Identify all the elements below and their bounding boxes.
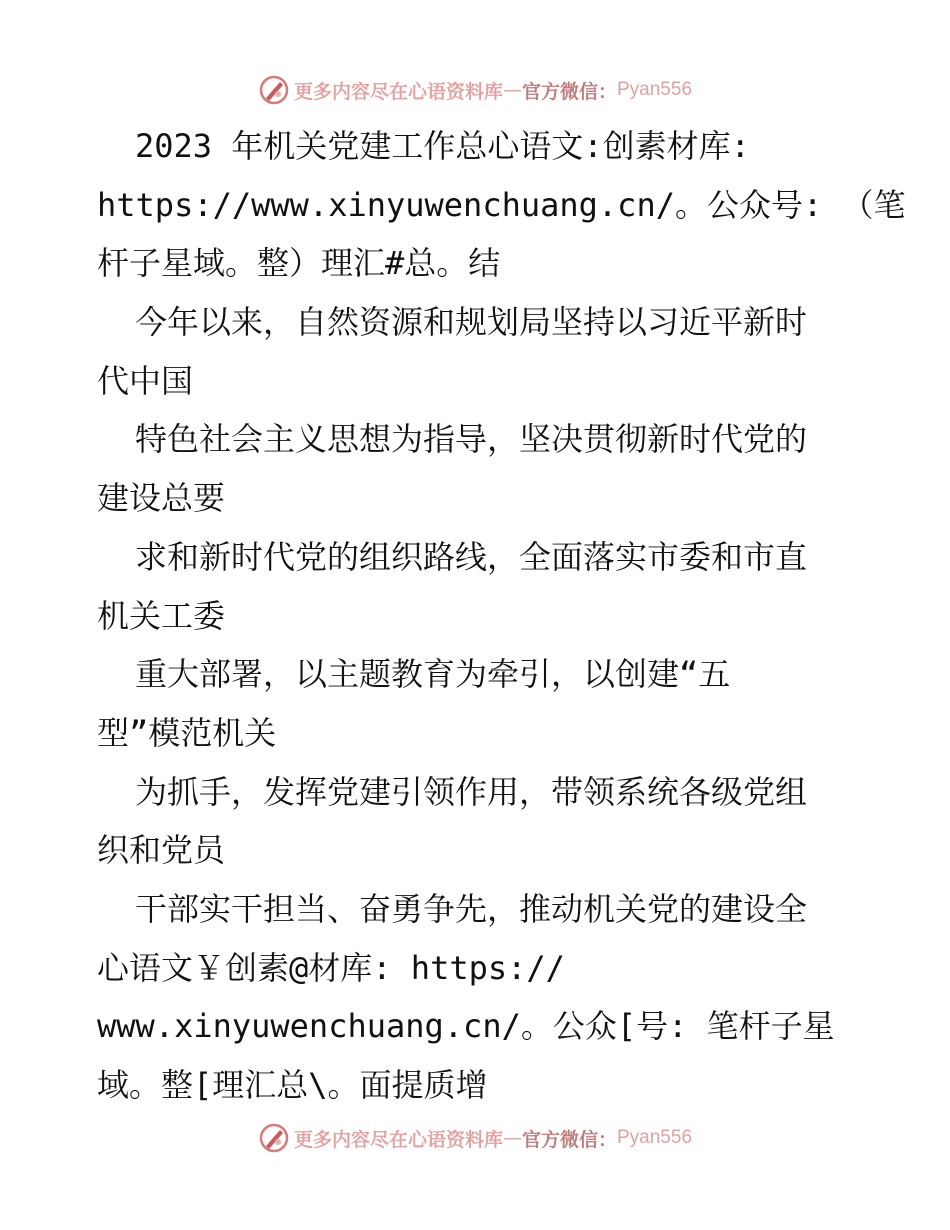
text-line: 特色社会主义思想为指导，坚决贯彻新时代党的 <box>135 420 808 459</box>
banner-label: 官方微信： <box>521 1128 617 1151</box>
text-line: 求和新时代党的组织路线，全面落实市委和市直 <box>135 537 808 576</box>
text-line: 域。整[理汇总\。面提质增 <box>97 1066 488 1104</box>
text-line: 机关工委 <box>97 596 226 635</box>
banner-wechat-id: Pyan556 <box>617 79 693 100</box>
footer-watermark-banner <box>0 1118 950 1158</box>
text-line: 为抓手，发挥党建引领作用，带领系统各级党组 <box>135 772 808 811</box>
text-line: 型”模范机关 <box>97 713 277 752</box>
document-body <box>97 117 906 1115</box>
banner-dash: — <box>502 1127 522 1149</box>
text-line: 2023 年机关党建工作总心语文:创素材库: <box>135 127 750 165</box>
text-line: 干部实干担当、奋勇争先，推动机关党的建设全 <box>135 889 808 928</box>
header-watermark-banner <box>0 70 950 110</box>
text-line: 今年以来，自然资源和规划局坚持以习近平新时 <box>135 303 808 342</box>
text-line: 杆子星域。整）理汇#总。结 <box>97 244 501 283</box>
banner-text: 更多内容尽在心语资料库 <box>293 1128 503 1151</box>
text-line: https://www.xinyuwenchuang.cn/。公众号: （笔 <box>97 185 906 224</box>
pen-logo-icon <box>258 1122 290 1154</box>
text-line: 代中国 <box>97 361 194 400</box>
banner-dash: — <box>502 79 522 101</box>
text-line: 建设总要 <box>97 479 226 518</box>
text-line: 织和党员 <box>97 831 226 870</box>
banner-label: 官方微信： <box>521 80 617 103</box>
text-line: www.xinyuwenchuang.cn/。公众[号: 笔杆子星 <box>97 1007 835 1046</box>
banner-text: 更多内容尽在心语资料库 <box>293 80 503 103</box>
banner-wechat-id: Pyan556 <box>617 1127 693 1148</box>
text-line: 重大部署，以主题教育为牵引，以创建“五 <box>135 655 731 694</box>
pen-logo-icon <box>258 74 290 106</box>
text-line: 心语文￥创素@材库: https:// <box>97 948 565 987</box>
